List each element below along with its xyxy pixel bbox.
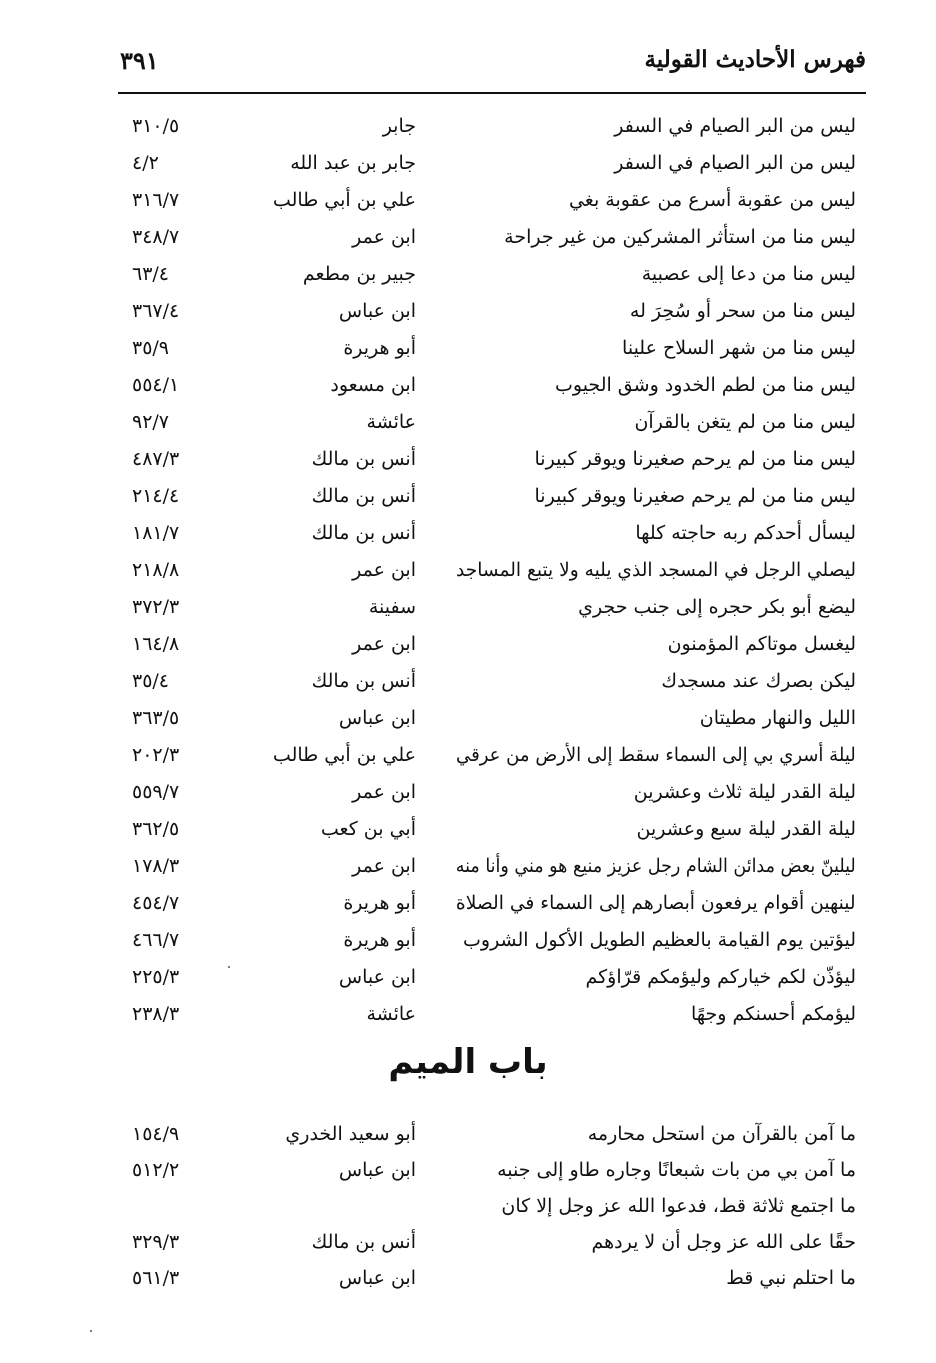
- index-row: [118, 555, 856, 592]
- hadith-text: ليس من عقوبة أسرع من عقوبة بغي: [568, 189, 856, 211]
- narrator: سفينة: [368, 596, 416, 618]
- scan-speck: [90, 1330, 92, 1332]
- index-row: [118, 629, 856, 666]
- volume-page-ref: ٦٣/٤: [132, 263, 170, 285]
- narrator: أنس بن مالك: [311, 448, 416, 470]
- volume-page-ref: ١٨١/٧: [132, 522, 180, 544]
- hadith-text: ما آمن بي من بات شبعانًا وجاره طاو إلى جنبه: [497, 1159, 856, 1181]
- index-row: [118, 185, 856, 222]
- narrator: علي بن أبي طالب: [272, 189, 416, 211]
- volume-page-ref: ٣٥/٩: [132, 337, 170, 359]
- volume-page-ref: ٣٥/٤: [132, 670, 170, 692]
- narrator: ابن عباس: [338, 300, 416, 322]
- hadith-text: ليس منا من دعا إلى عصبية: [641, 263, 856, 285]
- narrator: أنس بن مالك: [311, 522, 416, 544]
- volume-page-ref: ٣٦٢/٥: [132, 818, 180, 840]
- hadith-text: ما اجتمع ثلاثة قط، فدعوا الله عز وجل إلا كان: [501, 1195, 856, 1217]
- volume-page-ref: ٣٢٩/٣: [132, 1231, 180, 1253]
- meem-index-list: [118, 1119, 856, 1299]
- index-row: [118, 1191, 856, 1227]
- volume-page-ref: ٣١٠/٥: [132, 115, 180, 137]
- narrator: ابن عمر: [352, 226, 416, 248]
- page-header: [118, 38, 866, 90]
- volume-page-ref: ٢٠٢/٣: [132, 744, 180, 766]
- index-row: [118, 666, 856, 703]
- narrator: أبو هريرة: [343, 337, 416, 359]
- volume-page-ref: ٤٥٤/٧: [132, 892, 180, 914]
- index-row: [118, 592, 856, 629]
- hadith-text: الليل والنهار مطيتان: [699, 707, 856, 729]
- volume-page-ref: ٢١٤/٤: [132, 485, 180, 507]
- index-row: [118, 333, 856, 370]
- scan-speck: [228, 966, 230, 968]
- volume-page-ref: ٣٦٧/٤: [132, 300, 180, 322]
- volume-page-ref: ٥٥٤/١: [132, 374, 180, 396]
- hadith-text: ليغسل موتاكم المؤمنون: [667, 633, 856, 655]
- hadith-text: ليس منا من شهر السلاح علينا: [622, 337, 856, 359]
- hadith-text: ليس منا من استأثر المشركين من غير جراحة: [504, 226, 856, 248]
- hadith-text: ليس منا من لطم الخدود وشق الجيوب: [555, 374, 856, 396]
- hadith-text: ما آمن بالقرآن من استحل محارمه: [587, 1123, 856, 1145]
- narrator: ابن عباس: [338, 707, 416, 729]
- volume-page-ref: ٢١٨/٨: [132, 559, 180, 581]
- volume-page-ref: ٩٢/٧: [132, 411, 170, 433]
- index-row: [118, 888, 856, 925]
- volume-page-ref: ٣٦٣/٥: [132, 707, 180, 729]
- narrator: أبو هريرة: [343, 929, 416, 951]
- volume-page-ref: ٤٦٦/٧: [132, 929, 180, 951]
- hadith-text: ليكن بصرك عند مسجدك: [661, 670, 856, 692]
- index-row: [118, 1227, 856, 1263]
- index-row: [118, 222, 856, 259]
- narrator: ابن عمر: [352, 855, 416, 877]
- hadith-text: ليلة أسري بي إلى السماء سقط إلى الأرض من عرقي: [456, 744, 856, 766]
- volume-page-ref: ٣١٦/٧: [132, 189, 180, 211]
- index-row: [118, 999, 856, 1036]
- header-divider: [118, 92, 866, 94]
- hadith-text: ليسأل أحدكم ربه حاجته كلها: [635, 522, 856, 544]
- narrator: ابن عمر: [352, 781, 416, 803]
- hadith-text: لينهين أقوام يرفعون أبصارهم إلى السماء في الصلاة: [456, 892, 856, 914]
- narrator: أنس بن مالك: [311, 485, 416, 507]
- index-row: [118, 259, 856, 296]
- volume-page-ref: ٤/٢: [132, 152, 159, 174]
- narrator: ابن مسعود: [330, 374, 416, 396]
- hadith-text: ليلينّ بعض مدائن الشام رجل عزيز منيع هو مني وأنا منه: [456, 855, 856, 877]
- hadith-text: ما احتلم نبي قط: [726, 1267, 856, 1289]
- narrator: أبو هريرة: [343, 892, 416, 914]
- index-row: [118, 444, 856, 481]
- section-heading: باب الميم: [388, 1042, 548, 1082]
- volume-page-ref: ٤٨٧/٣: [132, 448, 180, 470]
- narrator: جبير بن مطعم: [302, 263, 416, 285]
- index-row: [118, 1119, 856, 1155]
- narrator: ابن عباس: [338, 1159, 416, 1181]
- hadith-index-list: [118, 111, 856, 1036]
- hadith-text: ليؤتين يوم القيامة بالعظيم الطويل الأكول الشروب: [463, 929, 856, 951]
- volume-page-ref: ٢٣٨/٣: [132, 1003, 180, 1025]
- hadith-text: ليلة القدر ليلة ثلاث وعشرين: [633, 781, 856, 803]
- index-row: [118, 370, 856, 407]
- running-title: فهرس الأحاديث القولية: [644, 46, 866, 73]
- narrator: أبي بن كعب: [320, 818, 416, 840]
- narrator: ابن عباس: [338, 966, 416, 988]
- index-row: [118, 851, 856, 888]
- index-row: [118, 740, 856, 777]
- volume-page-ref: ٣٤٨/٧: [132, 226, 180, 248]
- hadith-text: ليضع أبو بكر حجره إلى جنب حجري: [578, 596, 856, 618]
- narrator: جابر بن عبد الله: [290, 152, 416, 174]
- volume-page-ref: ٥١٢/٢: [132, 1159, 180, 1181]
- hadith-text: ليس منا من لم يتغن بالقرآن: [634, 411, 856, 433]
- volume-page-ref: ١٥٤/٩: [132, 1123, 180, 1145]
- index-row: [118, 111, 856, 148]
- hadith-text: ليؤمكم أحسنكم وجهًا: [690, 1003, 856, 1025]
- index-row: [118, 296, 856, 333]
- index-row: [118, 703, 856, 740]
- hadith-text: ليس من البر الصيام في السفر: [614, 115, 856, 137]
- narrator: علي بن أبي طالب: [272, 744, 416, 766]
- index-row: [118, 777, 856, 814]
- hadith-text: ليس منا من سحر أو سُحِرَ له: [629, 300, 856, 322]
- hadith-text: ليلة القدر ليلة سبع وعشرين: [636, 818, 856, 840]
- index-row: [118, 814, 856, 851]
- narrator: جابر: [382, 115, 416, 137]
- index-row: [118, 407, 856, 444]
- index-row: [118, 148, 856, 185]
- volume-page-ref: ٣٧٢/٣: [132, 596, 180, 618]
- volume-page-ref: ٢٢٥/٣: [132, 966, 180, 988]
- hadith-text: ليس من البر الصيام في السفر: [614, 152, 856, 174]
- index-row: [118, 1263, 856, 1299]
- hadith-text: ليصلي الرجل في المسجد الذي يليه ولا يتبع المساجد: [455, 559, 856, 581]
- volume-page-ref: ١٧٨/٣: [132, 855, 180, 877]
- narrator: أبو سعيد الخدري: [285, 1123, 416, 1145]
- narrator: عائشة: [366, 411, 416, 433]
- volume-page-ref: ٥٦١/٣: [132, 1267, 180, 1289]
- narrator: ابن عمر: [352, 633, 416, 655]
- hadith-text: ليؤذّن لكم خياركم وليؤمكم قرّاؤكم: [585, 966, 856, 988]
- index-row: [118, 1155, 856, 1191]
- narrator: أنس بن مالك: [311, 670, 416, 692]
- narrator: عائشة: [366, 1003, 416, 1025]
- hadith-text: ليس منا من لم يرحم صغيرنا ويوقر كبيرنا: [534, 448, 856, 470]
- narrator: ابن عمر: [352, 559, 416, 581]
- hadith-text: حقًا على الله عز وجل أن لا يردهم: [591, 1231, 856, 1253]
- page-number: ٣٩١: [120, 46, 159, 75]
- index-row: [118, 481, 856, 518]
- narrator: أنس بن مالك: [311, 1231, 416, 1253]
- index-row: [118, 518, 856, 555]
- volume-page-ref: ١٦٤/٨: [132, 633, 180, 655]
- narrator: ابن عباس: [338, 1267, 416, 1289]
- index-row: [118, 925, 856, 962]
- hadith-text: ليس منا من لم يرحم صغيرنا ويوقر كبيرنا: [534, 485, 856, 507]
- volume-page-ref: ٥٥٩/٧: [132, 781, 180, 803]
